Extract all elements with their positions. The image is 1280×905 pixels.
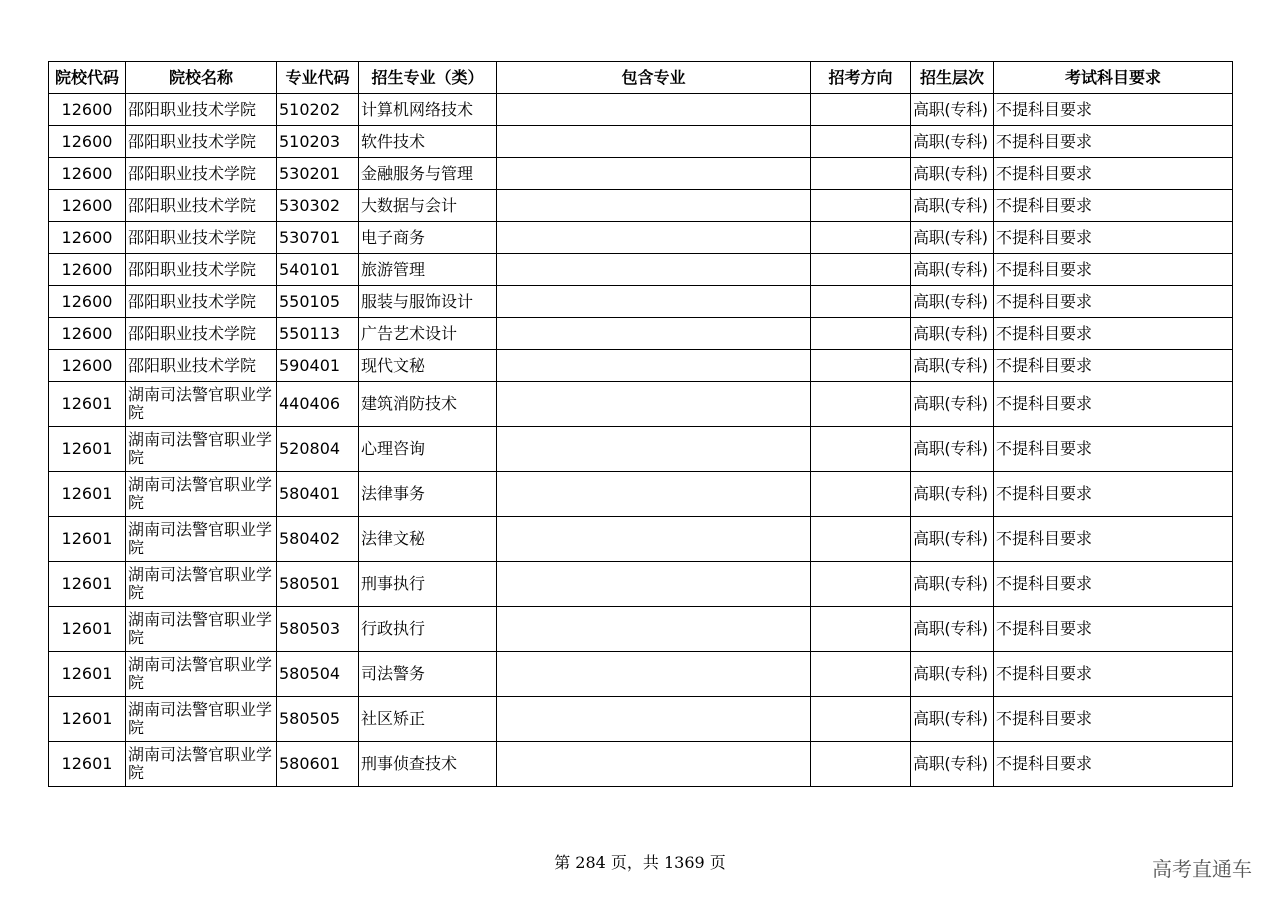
cell-includes (497, 427, 811, 472)
cell-school-name: 邵阳职业技术学院 (126, 318, 277, 350)
cell-school-name: 邵阳职业技术学院 (126, 94, 277, 126)
cell-school-code: 12601 (49, 697, 126, 742)
cell-major-code: 580601 (277, 742, 359, 787)
table-row (49, 517, 1233, 562)
cell-school-name: 湖南司法警官职业学院 (126, 607, 277, 652)
cell-school-name: 湖南司法警官职业学院 (126, 742, 277, 787)
header-school-name: 院校名称 (126, 62, 277, 94)
cell-school-code: 12601 (49, 472, 126, 517)
cell-includes (497, 382, 811, 427)
cell-major: 行政执行 (359, 607, 497, 652)
cell-includes (497, 190, 811, 222)
cell-level: 高职(专科) (911, 126, 994, 158)
header-major: 招生专业（类） (359, 62, 497, 94)
cell-major-code: 530302 (277, 190, 359, 222)
cell-includes (497, 742, 811, 787)
cell-requirement: 不提科目要求 (994, 94, 1233, 126)
table-row (49, 254, 1233, 286)
cell-major-code: 550105 (277, 286, 359, 318)
cell-direction (811, 94, 911, 126)
header-direction: 招考方向 (811, 62, 911, 94)
cell-school-code: 12601 (49, 382, 126, 427)
cell-level: 高职(专科) (911, 254, 994, 286)
cell-school-code: 12601 (49, 427, 126, 472)
enrollment-table (48, 61, 1233, 787)
cell-direction (811, 158, 911, 190)
cell-includes (497, 517, 811, 562)
cell-major-code: 520804 (277, 427, 359, 472)
watermark-logo: 高考直通车 (1152, 857, 1252, 881)
cell-major: 电子商务 (359, 222, 497, 254)
table-row (49, 652, 1233, 697)
cell-includes (497, 472, 811, 517)
cell-school-code: 12600 (49, 286, 126, 318)
cell-school-code: 12600 (49, 350, 126, 382)
cell-school-name: 湖南司法警官职业学院 (126, 427, 277, 472)
cell-level: 高职(专科) (911, 742, 994, 787)
table-row (49, 607, 1233, 652)
table-row (49, 222, 1233, 254)
table-row (49, 472, 1233, 517)
table-row (49, 742, 1233, 787)
table-row (49, 350, 1233, 382)
cell-school-name: 邵阳职业技术学院 (126, 126, 277, 158)
header-includes: 包含专业 (497, 62, 811, 94)
cell-school-code: 12600 (49, 222, 126, 254)
cell-school-name: 湖南司法警官职业学院 (126, 697, 277, 742)
cell-direction (811, 126, 911, 158)
header-level: 招生层次 (911, 62, 994, 94)
cell-level: 高职(专科) (911, 286, 994, 318)
table-row (49, 382, 1233, 427)
table-row (49, 126, 1233, 158)
cell-major: 软件技术 (359, 126, 497, 158)
cell-requirement: 不提科目要求 (994, 382, 1233, 427)
cell-direction (811, 427, 911, 472)
page-number: 第 284 页，共 1369 页 (554, 853, 726, 872)
cell-level: 高职(专科) (911, 697, 994, 742)
cell-school-name: 邵阳职业技术学院 (126, 350, 277, 382)
cell-level: 高职(专科) (911, 94, 994, 126)
cell-direction (811, 562, 911, 607)
cell-level: 高职(专科) (911, 427, 994, 472)
cell-major: 法律文秘 (359, 517, 497, 562)
cell-school-code: 12600 (49, 318, 126, 350)
cell-includes (497, 562, 811, 607)
table-row (49, 562, 1233, 607)
cell-requirement: 不提科目要求 (994, 652, 1233, 697)
cell-school-code: 12601 (49, 652, 126, 697)
cell-school-code: 12601 (49, 562, 126, 607)
cell-requirement: 不提科目要求 (994, 742, 1233, 787)
cell-level: 高职(专科) (911, 190, 994, 222)
cell-school-code: 12601 (49, 607, 126, 652)
cell-direction (811, 472, 911, 517)
cell-includes (497, 318, 811, 350)
cell-school-code: 12600 (49, 190, 126, 222)
cell-requirement: 不提科目要求 (994, 318, 1233, 350)
cell-requirement: 不提科目要求 (994, 126, 1233, 158)
cell-major-code: 580505 (277, 697, 359, 742)
cell-school-name: 湖南司法警官职业学院 (126, 382, 277, 427)
cell-major: 心理咨询 (359, 427, 497, 472)
cell-level: 高职(专科) (911, 652, 994, 697)
cell-includes (497, 94, 811, 126)
cell-major: 计算机网络技术 (359, 94, 497, 126)
cell-includes (497, 350, 811, 382)
cell-major: 现代文秘 (359, 350, 497, 382)
cell-includes (497, 158, 811, 190)
table-row (49, 158, 1233, 190)
cell-requirement: 不提科目要求 (994, 427, 1233, 472)
cell-major: 广告艺术设计 (359, 318, 497, 350)
cell-includes (497, 607, 811, 652)
cell-major: 服装与服饰设计 (359, 286, 497, 318)
cell-major-code: 440406 (277, 382, 359, 427)
table-header-row (49, 62, 1233, 94)
cell-requirement: 不提科目要求 (994, 222, 1233, 254)
cell-direction (811, 517, 911, 562)
cell-school-name: 邵阳职业技术学院 (126, 286, 277, 318)
cell-includes (497, 126, 811, 158)
cell-requirement: 不提科目要求 (994, 158, 1233, 190)
cell-major: 旅游管理 (359, 254, 497, 286)
cell-school-name: 湖南司法警官职业学院 (126, 652, 277, 697)
cell-school-name: 邵阳职业技术学院 (126, 254, 277, 286)
cell-requirement: 不提科目要求 (994, 190, 1233, 222)
header-school-code: 院校代码 (49, 62, 126, 94)
cell-direction (811, 607, 911, 652)
cell-direction (811, 652, 911, 697)
cell-direction (811, 222, 911, 254)
cell-major-code: 590401 (277, 350, 359, 382)
cell-requirement: 不提科目要求 (994, 254, 1233, 286)
cell-level: 高职(专科) (911, 472, 994, 517)
cell-direction (811, 350, 911, 382)
cell-level: 高职(专科) (911, 350, 994, 382)
cell-major-code: 510202 (277, 94, 359, 126)
cell-direction (811, 382, 911, 427)
cell-school-name: 湖南司法警官职业学院 (126, 517, 277, 562)
cell-direction (811, 190, 911, 222)
cell-includes (497, 222, 811, 254)
cell-school-code: 12600 (49, 126, 126, 158)
cell-school-name: 邵阳职业技术学院 (126, 222, 277, 254)
cell-direction (811, 318, 911, 350)
cell-level: 高职(专科) (911, 158, 994, 190)
cell-level: 高职(专科) (911, 562, 994, 607)
cell-major-code: 540101 (277, 254, 359, 286)
cell-requirement: 不提科目要求 (994, 607, 1233, 652)
cell-major: 建筑消防技术 (359, 382, 497, 427)
cell-direction (811, 697, 911, 742)
cell-requirement: 不提科目要求 (994, 697, 1233, 742)
cell-includes (497, 697, 811, 742)
cell-school-name: 湖南司法警官职业学院 (126, 562, 277, 607)
cell-school-name: 邵阳职业技术学院 (126, 190, 277, 222)
cell-includes (497, 652, 811, 697)
cell-level: 高职(专科) (911, 517, 994, 562)
cell-major-code: 580402 (277, 517, 359, 562)
table-row (49, 318, 1233, 350)
cell-school-code: 12600 (49, 94, 126, 126)
cell-major: 司法警务 (359, 652, 497, 697)
header-requirement: 考试科目要求 (994, 62, 1233, 94)
table-row (49, 427, 1233, 472)
cell-direction (811, 254, 911, 286)
cell-major: 法律事务 (359, 472, 497, 517)
header-major-code: 专业代码 (277, 62, 359, 94)
cell-major-code: 510203 (277, 126, 359, 158)
cell-major: 刑事执行 (359, 562, 497, 607)
cell-level: 高职(专科) (911, 222, 994, 254)
cell-school-name: 邵阳职业技术学院 (126, 158, 277, 190)
table-row (49, 286, 1233, 318)
cell-major-code: 580501 (277, 562, 359, 607)
cell-level: 高职(专科) (911, 318, 994, 350)
cell-major-code: 550113 (277, 318, 359, 350)
table-row (49, 94, 1233, 126)
cell-requirement: 不提科目要求 (994, 517, 1233, 562)
cell-requirement: 不提科目要求 (994, 286, 1233, 318)
cell-major: 刑事侦查技术 (359, 742, 497, 787)
cell-includes (497, 254, 811, 286)
table-row (49, 697, 1233, 742)
cell-includes (497, 286, 811, 318)
cell-level: 高职(专科) (911, 607, 994, 652)
cell-requirement: 不提科目要求 (994, 472, 1233, 517)
cell-major-code: 580504 (277, 652, 359, 697)
cell-requirement: 不提科目要求 (994, 350, 1233, 382)
table-row (49, 190, 1233, 222)
cell-direction (811, 286, 911, 318)
cell-major-code: 530701 (277, 222, 359, 254)
cell-school-code: 12600 (49, 158, 126, 190)
cell-major-code: 530201 (277, 158, 359, 190)
cell-major: 大数据与会计 (359, 190, 497, 222)
cell-school-code: 12600 (49, 254, 126, 286)
cell-school-code: 12601 (49, 742, 126, 787)
cell-school-code: 12601 (49, 517, 126, 562)
cell-school-name: 湖南司法警官职业学院 (126, 472, 277, 517)
cell-major: 社区矫正 (359, 697, 497, 742)
cell-major-code: 580503 (277, 607, 359, 652)
cell-direction (811, 742, 911, 787)
cell-level: 高职(专科) (911, 382, 994, 427)
cell-requirement: 不提科目要求 (994, 562, 1233, 607)
cell-major-code: 580401 (277, 472, 359, 517)
cell-major: 金融服务与管理 (359, 158, 497, 190)
